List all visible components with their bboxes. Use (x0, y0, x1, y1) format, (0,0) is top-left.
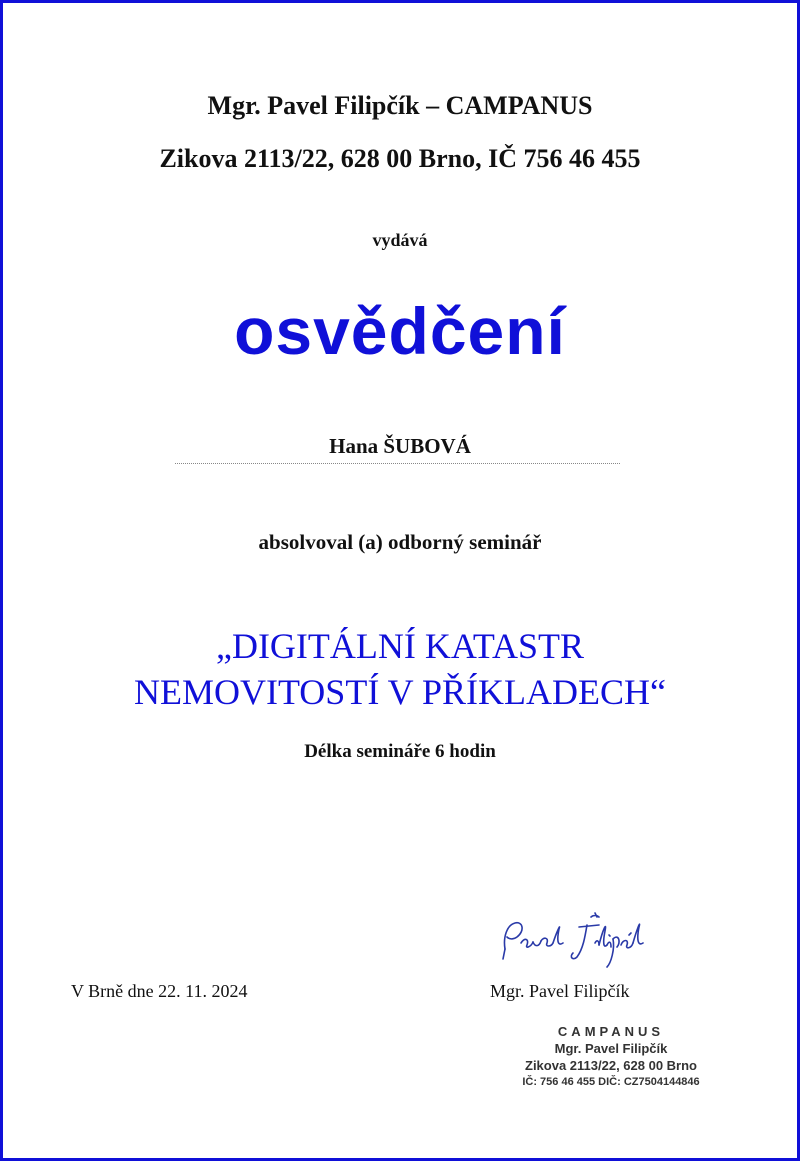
signature-image (495, 909, 665, 971)
signatory-name: Mgr. Pavel Filipčík (490, 981, 630, 1001)
stamp-name: Mgr. Pavel Filipčík (554, 1041, 668, 1056)
issuer-name: Mgr. Pavel Filipčík – CAMPANUS (207, 91, 593, 120)
recipient-underline (175, 463, 620, 464)
seminar-duration: Délka semináře 6 hodin (304, 741, 496, 762)
issues-label: vydává (372, 230, 428, 250)
seminar-title (3, 623, 797, 715)
recipient-name: Hana ŠUBOVÁ (329, 434, 471, 458)
stamp-company: CAMPANUS (557, 1024, 665, 1039)
certificate-title: osvědčení (234, 294, 566, 368)
completed-text: absolvoval (a) odborný seminář (258, 530, 542, 554)
seminar-title-line2: NEMOVITOSTÍ V PŘÍKLADECH“ (133, 672, 666, 712)
seminar-title-line1: „DIGITÁLNÍ KATASTR (215, 626, 585, 666)
place-and-date: V Brně dne 22. 11. 2024 (71, 981, 248, 1001)
stamp-address: Zikova 2113/22, 628 00 Brno (525, 1058, 697, 1073)
stamp-ids: IČ: 756 46 455 DIČ: CZ7504144846 (522, 1076, 700, 1088)
issuer-address: Zikova 2113/22, 628 00 Brno, IČ 756 46 455 (159, 144, 641, 173)
company-stamp (491, 1023, 731, 1091)
